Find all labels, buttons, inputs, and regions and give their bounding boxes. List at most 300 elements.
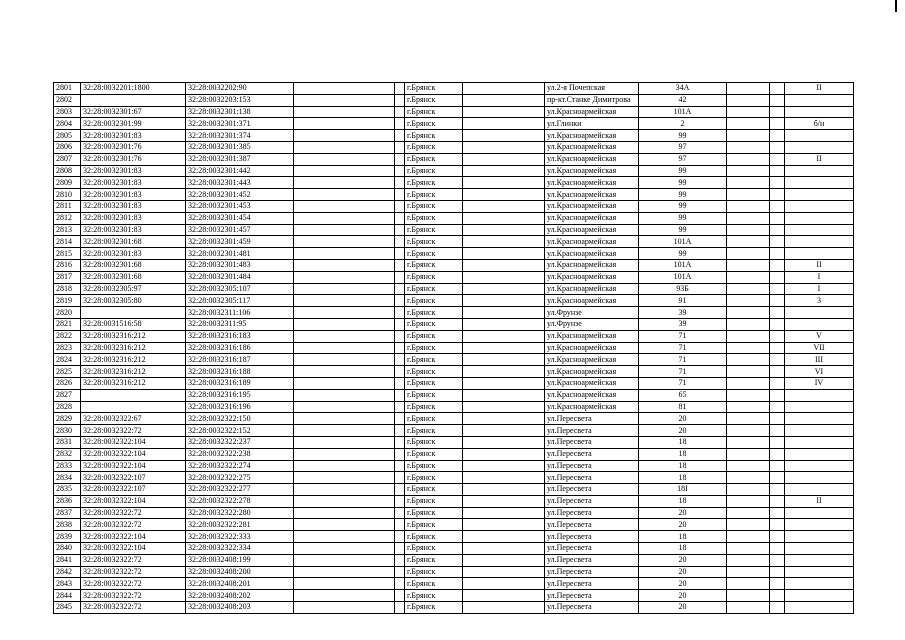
building-cadastral-cell: 32:28:0032408:203: [186, 602, 294, 614]
city-cell: г.Брянск: [405, 554, 463, 566]
row-number-cell: 2819: [54, 295, 81, 307]
empty-cell: [770, 484, 785, 496]
house-number-cell: 42: [639, 94, 727, 106]
empty-cell: [770, 224, 785, 236]
empty-cell: [770, 413, 785, 425]
empty-cell: [727, 189, 770, 201]
empty-cell: [727, 330, 770, 342]
empty-cell: [294, 236, 395, 248]
row-number-cell: 2840: [54, 543, 81, 555]
street-cell: ул.Красноармейская: [545, 177, 639, 189]
street-cell: ул.Красноармейская: [545, 189, 639, 201]
empty-cell: [770, 554, 785, 566]
house-number-cell: 20: [639, 578, 727, 590]
empty-cell: [395, 377, 405, 389]
table-row: [54, 401, 854, 413]
building-cadastral-cell: 32:28:0032316:188: [186, 366, 294, 378]
empty-cell: [770, 401, 785, 413]
empty-cell: [770, 602, 785, 614]
empty-cell: [727, 94, 770, 106]
empty-cell: [727, 484, 770, 496]
table-row: [54, 153, 854, 165]
parcel-cadastral-cell: 32:28:0032301:68: [81, 259, 186, 271]
building-cadastral-cell: 32:28:0032305:117: [186, 295, 294, 307]
empty-cell: [463, 94, 545, 106]
empty-cell: [395, 484, 405, 496]
house-number-cell: 101А: [639, 236, 727, 248]
house-number-cell: 99: [639, 212, 727, 224]
row-number-cell: 2831: [54, 436, 81, 448]
empty-cell: [463, 425, 545, 437]
empty-cell: [770, 236, 785, 248]
empty-cell: [727, 519, 770, 531]
empty-cell: [770, 495, 785, 507]
building-cadastral-cell: 32:28:0032301:459: [186, 236, 294, 248]
parcel-cadastral-cell: 32:28:0032322:104: [81, 448, 186, 460]
table-row: [54, 330, 854, 342]
table-row: [54, 165, 854, 177]
parcel-cadastral-cell: 32:28:0032301:83: [81, 130, 186, 142]
parcel-cadastral-cell: 32:28:0032301:83: [81, 212, 186, 224]
house-number-cell: 2: [639, 118, 727, 130]
table-row: [54, 366, 854, 378]
street-cell: ул.Красноармейская: [545, 330, 639, 342]
empty-cell: [463, 236, 545, 248]
empty-cell: [294, 330, 395, 342]
letter-cell: [785, 602, 854, 614]
parcel-cadastral-cell: 32:28:0032316:212: [81, 354, 186, 366]
table-row: [54, 519, 854, 531]
parcel-cadastral-cell: 32:28:0032316:212: [81, 377, 186, 389]
building-cadastral-cell: 32:28:0032301:138: [186, 106, 294, 118]
empty-cell: [727, 200, 770, 212]
city-cell: г.Брянск: [405, 484, 463, 496]
row-number-cell: 2813: [54, 224, 81, 236]
building-cadastral-cell: 32:28:0032301:483: [186, 259, 294, 271]
empty-cell: [395, 543, 405, 555]
letter-cell: [785, 236, 854, 248]
table-row: [54, 531, 854, 543]
empty-cell: [727, 283, 770, 295]
street-cell: ул.Пересвета: [545, 554, 639, 566]
empty-cell: [727, 507, 770, 519]
empty-cell: [395, 436, 405, 448]
building-cadastral-cell: 32:28:0032322:333: [186, 531, 294, 543]
empty-cell: [294, 94, 395, 106]
empty-cell: [463, 354, 545, 366]
table-row: [54, 472, 854, 484]
building-cadastral-cell: 32:28:0032322:275: [186, 472, 294, 484]
building-cadastral-cell: 32:28:0032322:152: [186, 425, 294, 437]
house-number-cell: 81: [639, 401, 727, 413]
parcel-cadastral-cell: 32:28:0032301:83: [81, 200, 186, 212]
street-cell: ул.2-я Почепская: [545, 83, 639, 95]
house-number-cell: 99: [639, 248, 727, 260]
city-cell: г.Брянск: [405, 83, 463, 95]
empty-cell: [727, 543, 770, 555]
empty-cell: [294, 354, 395, 366]
street-cell: ул.Фрунзе: [545, 318, 639, 330]
parcel-cadastral-cell: 32:28:0032301:83: [81, 189, 186, 201]
empty-cell: [727, 566, 770, 578]
empty-cell: [294, 248, 395, 260]
empty-cell: [395, 200, 405, 212]
street-cell: ул.Глинки: [545, 118, 639, 130]
row-number-cell: 2811: [54, 200, 81, 212]
empty-cell: [770, 271, 785, 283]
house-number-cell: 18: [639, 495, 727, 507]
empty-cell: [770, 248, 785, 260]
parcel-cadastral-cell: 32:28:0032322:104: [81, 543, 186, 555]
city-cell: г.Брянск: [405, 401, 463, 413]
row-number-cell: 2837: [54, 507, 81, 519]
city-cell: г.Брянск: [405, 200, 463, 212]
building-cadastral-cell: 32:28:0032322:150: [186, 413, 294, 425]
register-table: [53, 82, 854, 614]
empty-cell: [463, 472, 545, 484]
empty-cell: [727, 342, 770, 354]
table-row: [54, 554, 854, 566]
street-cell: ул.Красноармейская: [545, 283, 639, 295]
empty-cell: [395, 330, 405, 342]
building-cadastral-cell: 32:28:0032322:278: [186, 495, 294, 507]
empty-cell: [395, 248, 405, 260]
empty-cell: [294, 295, 395, 307]
letter-cell: [785, 165, 854, 177]
table-row: [54, 578, 854, 590]
empty-cell: [395, 602, 405, 614]
empty-cell: [463, 578, 545, 590]
row-number-cell: 2830: [54, 425, 81, 437]
letter-cell: [785, 448, 854, 460]
empty-cell: [395, 307, 405, 319]
city-cell: г.Брянск: [405, 495, 463, 507]
empty-cell: [463, 389, 545, 401]
parcel-cadastral-cell: [81, 389, 186, 401]
empty-cell: [294, 106, 395, 118]
building-cadastral-cell: 32:28:0032322:281: [186, 519, 294, 531]
empty-cell: [727, 495, 770, 507]
empty-cell: [727, 590, 770, 602]
empty-cell: [463, 212, 545, 224]
empty-cell: [294, 189, 395, 201]
empty-cell: [463, 448, 545, 460]
empty-cell: [463, 484, 545, 496]
parcel-cadastral-cell: 32:28:0032301:68: [81, 271, 186, 283]
building-cadastral-cell: 32:28:0032316:186: [186, 342, 294, 354]
letter-cell: [785, 472, 854, 484]
parcel-cadastral-cell: 32:28:0032201:1800: [81, 83, 186, 95]
parcel-cadastral-cell: 32:28:0032322:107: [81, 472, 186, 484]
row-number-cell: 2808: [54, 165, 81, 177]
empty-cell: [463, 130, 545, 142]
row-number-cell: 2828: [54, 401, 81, 413]
letter-cell: II: [785, 495, 854, 507]
parcel-cadastral-cell: 32:28:0032322:67: [81, 413, 186, 425]
parcel-cadastral-cell: 32:28:0032301:83: [81, 248, 186, 260]
row-number-cell: 2815: [54, 248, 81, 260]
letter-cell: IV: [785, 377, 854, 389]
house-number-cell: 20: [639, 519, 727, 531]
city-cell: г.Брянск: [405, 177, 463, 189]
empty-cell: [395, 590, 405, 602]
table-row: [54, 83, 854, 95]
table-row: [54, 566, 854, 578]
empty-cell: [395, 130, 405, 142]
building-cadastral-cell: 32:28:0032203:153: [186, 94, 294, 106]
empty-cell: [463, 330, 545, 342]
parcel-cadastral-cell: 32:28:0032322:107: [81, 484, 186, 496]
empty-cell: [395, 401, 405, 413]
letter-cell: 3: [785, 295, 854, 307]
house-number-cell: 18: [639, 448, 727, 460]
street-cell: ул.Пересвета: [545, 531, 639, 543]
letter-cell: VI: [785, 366, 854, 378]
empty-cell: [395, 519, 405, 531]
street-cell: ул.Красноармейская: [545, 248, 639, 260]
empty-cell: [463, 342, 545, 354]
city-cell: г.Брянск: [405, 224, 463, 236]
table-row: [54, 590, 854, 602]
letter-cell: III: [785, 354, 854, 366]
empty-cell: [294, 602, 395, 614]
letter-cell: [785, 425, 854, 437]
empty-cell: [294, 366, 395, 378]
street-cell: ул.Пересвета: [545, 566, 639, 578]
building-cadastral-cell: 32:28:0032316:183: [186, 330, 294, 342]
house-number-cell: 97: [639, 141, 727, 153]
house-number-cell: 20: [639, 566, 727, 578]
row-number-cell: 2807: [54, 153, 81, 165]
house-number-cell: 65: [639, 389, 727, 401]
empty-cell: [770, 189, 785, 201]
table-row: [54, 448, 854, 460]
empty-cell: [395, 259, 405, 271]
empty-cell: [395, 554, 405, 566]
empty-cell: [770, 165, 785, 177]
empty-cell: [395, 578, 405, 590]
street-cell: ул.Красноармейская: [545, 130, 639, 142]
empty-cell: [770, 578, 785, 590]
letter-cell: II: [785, 153, 854, 165]
empty-cell: [727, 401, 770, 413]
city-cell: г.Брянск: [405, 318, 463, 330]
empty-cell: [294, 519, 395, 531]
table-row: [54, 200, 854, 212]
street-cell: ул.Пересвета: [545, 543, 639, 555]
empty-cell: [395, 366, 405, 378]
city-cell: г.Брянск: [405, 507, 463, 519]
empty-cell: [727, 165, 770, 177]
table-row: [54, 354, 854, 366]
house-number-cell: 20: [639, 425, 727, 437]
empty-cell: [395, 448, 405, 460]
street-cell: ул.Красноармейская: [545, 389, 639, 401]
house-number-cell: 99: [639, 224, 727, 236]
city-cell: г.Брянск: [405, 519, 463, 531]
letter-cell: [785, 436, 854, 448]
empty-cell: [294, 460, 395, 472]
table-row: [54, 389, 854, 401]
letter-cell: [785, 590, 854, 602]
street-cell: ул.Красноармейская: [545, 165, 639, 177]
building-cadastral-cell: 32:28:0032316:187: [186, 354, 294, 366]
house-number-cell: 71: [639, 342, 727, 354]
empty-cell: [395, 94, 405, 106]
empty-cell: [294, 141, 395, 153]
parcel-cadastral-cell: 32:28:0032301:83: [81, 224, 186, 236]
empty-cell: [727, 377, 770, 389]
empty-cell: [395, 413, 405, 425]
empty-cell: [770, 354, 785, 366]
empty-cell: [294, 259, 395, 271]
street-cell: ул.Пересвета: [545, 460, 639, 472]
empty-cell: [395, 118, 405, 130]
street-cell: ул.Пересвета: [545, 495, 639, 507]
street-cell: ул.Красноармейская: [545, 377, 639, 389]
city-cell: г.Брянск: [405, 436, 463, 448]
letter-cell: [785, 389, 854, 401]
house-number-cell: 18: [639, 543, 727, 555]
empty-cell: [395, 177, 405, 189]
letter-cell: б/н: [785, 118, 854, 130]
table-row: [54, 259, 854, 271]
empty-cell: [395, 153, 405, 165]
letter-cell: [785, 566, 854, 578]
parcel-cadastral-cell: [81, 94, 186, 106]
building-cadastral-cell: 32:28:0032322:277: [186, 484, 294, 496]
building-cadastral-cell: 32:28:0032322:274: [186, 460, 294, 472]
empty-cell: [770, 543, 785, 555]
empty-cell: [463, 153, 545, 165]
house-number-cell: 20: [639, 602, 727, 614]
street-cell: ул.Красноармейская: [545, 212, 639, 224]
row-number-cell: 2821: [54, 318, 81, 330]
empty-cell: [463, 177, 545, 189]
empty-cell: [770, 436, 785, 448]
house-number-cell: 20: [639, 507, 727, 519]
empty-cell: [294, 165, 395, 177]
table-row: [54, 602, 854, 614]
house-number-cell: 18I: [639, 484, 727, 496]
empty-cell: [727, 318, 770, 330]
city-cell: г.Брянск: [405, 602, 463, 614]
empty-cell: [727, 248, 770, 260]
building-cadastral-cell: 32:28:0032316:195: [186, 389, 294, 401]
house-number-cell: 39: [639, 307, 727, 319]
empty-cell: [727, 436, 770, 448]
empty-cell: [727, 366, 770, 378]
letter-cell: [785, 543, 854, 555]
street-cell: ул.Фрунзе: [545, 307, 639, 319]
row-number-cell: 2843: [54, 578, 81, 590]
city-cell: г.Брянск: [405, 590, 463, 602]
empty-cell: [395, 236, 405, 248]
street-cell: ул.Пересвета: [545, 507, 639, 519]
empty-cell: [463, 590, 545, 602]
empty-cell: [770, 295, 785, 307]
street-cell: ул.Красноармейская: [545, 366, 639, 378]
empty-cell: [463, 118, 545, 130]
empty-cell: [463, 248, 545, 260]
row-number-cell: 2835: [54, 484, 81, 496]
empty-cell: [727, 130, 770, 142]
empty-cell: [770, 448, 785, 460]
row-number-cell: 2804: [54, 118, 81, 130]
empty-cell: [727, 118, 770, 130]
street-cell: ул.Пересвета: [545, 519, 639, 531]
parcel-cadastral-cell: 32:28:0032316:212: [81, 330, 186, 342]
empty-cell: [727, 307, 770, 319]
parcel-cadastral-cell: 32:28:0032305:97: [81, 283, 186, 295]
street-cell: ул.Красноармейская: [545, 153, 639, 165]
empty-cell: [727, 413, 770, 425]
parcel-cadastral-cell: 32:28:0032322:104: [81, 495, 186, 507]
row-number-cell: 2824: [54, 354, 81, 366]
city-cell: г.Брянск: [405, 130, 463, 142]
letter-cell: [785, 507, 854, 519]
empty-cell: [395, 189, 405, 201]
empty-cell: [395, 106, 405, 118]
letter-cell: [785, 554, 854, 566]
empty-cell: [463, 259, 545, 271]
letter-cell: II: [785, 83, 854, 95]
house-number-cell: 20: [639, 413, 727, 425]
empty-cell: [463, 283, 545, 295]
street-cell: ул.Пересвета: [545, 578, 639, 590]
row-number-cell: 2812: [54, 212, 81, 224]
edge-mark: [895, 0, 897, 12]
building-cadastral-cell: 32:28:0032322:334: [186, 543, 294, 555]
letter-cell: [785, 212, 854, 224]
table-row: [54, 248, 854, 260]
letter-cell: [785, 460, 854, 472]
letter-cell: [785, 318, 854, 330]
building-cadastral-cell: 32:28:0032301:453: [186, 200, 294, 212]
street-cell: пр-кт.Станке Димитрова: [545, 94, 639, 106]
empty-cell: [770, 153, 785, 165]
empty-cell: [294, 342, 395, 354]
empty-cell: [294, 307, 395, 319]
empty-cell: [294, 118, 395, 130]
empty-cell: [463, 519, 545, 531]
empty-cell: [727, 472, 770, 484]
empty-cell: [770, 460, 785, 472]
empty-cell: [770, 83, 785, 95]
house-number-cell: 39: [639, 318, 727, 330]
city-cell: г.Брянск: [405, 425, 463, 437]
empty-cell: [395, 165, 405, 177]
empty-cell: [770, 130, 785, 142]
empty-cell: [294, 212, 395, 224]
table-row: [54, 377, 854, 389]
empty-cell: [463, 307, 545, 319]
empty-cell: [463, 460, 545, 472]
empty-cell: [770, 106, 785, 118]
empty-cell: [294, 83, 395, 95]
city-cell: г.Брянск: [405, 354, 463, 366]
empty-cell: [727, 448, 770, 460]
parcel-cadastral-cell: 32:28:0032322:72: [81, 590, 186, 602]
city-cell: г.Брянск: [405, 106, 463, 118]
row-number-cell: 2806: [54, 141, 81, 153]
street-cell: ул.Красноармейская: [545, 224, 639, 236]
empty-cell: [727, 212, 770, 224]
city-cell: г.Брянск: [405, 342, 463, 354]
building-cadastral-cell: 32:28:0032301:481: [186, 248, 294, 260]
house-number-cell: 97: [639, 153, 727, 165]
empty-cell: [770, 307, 785, 319]
